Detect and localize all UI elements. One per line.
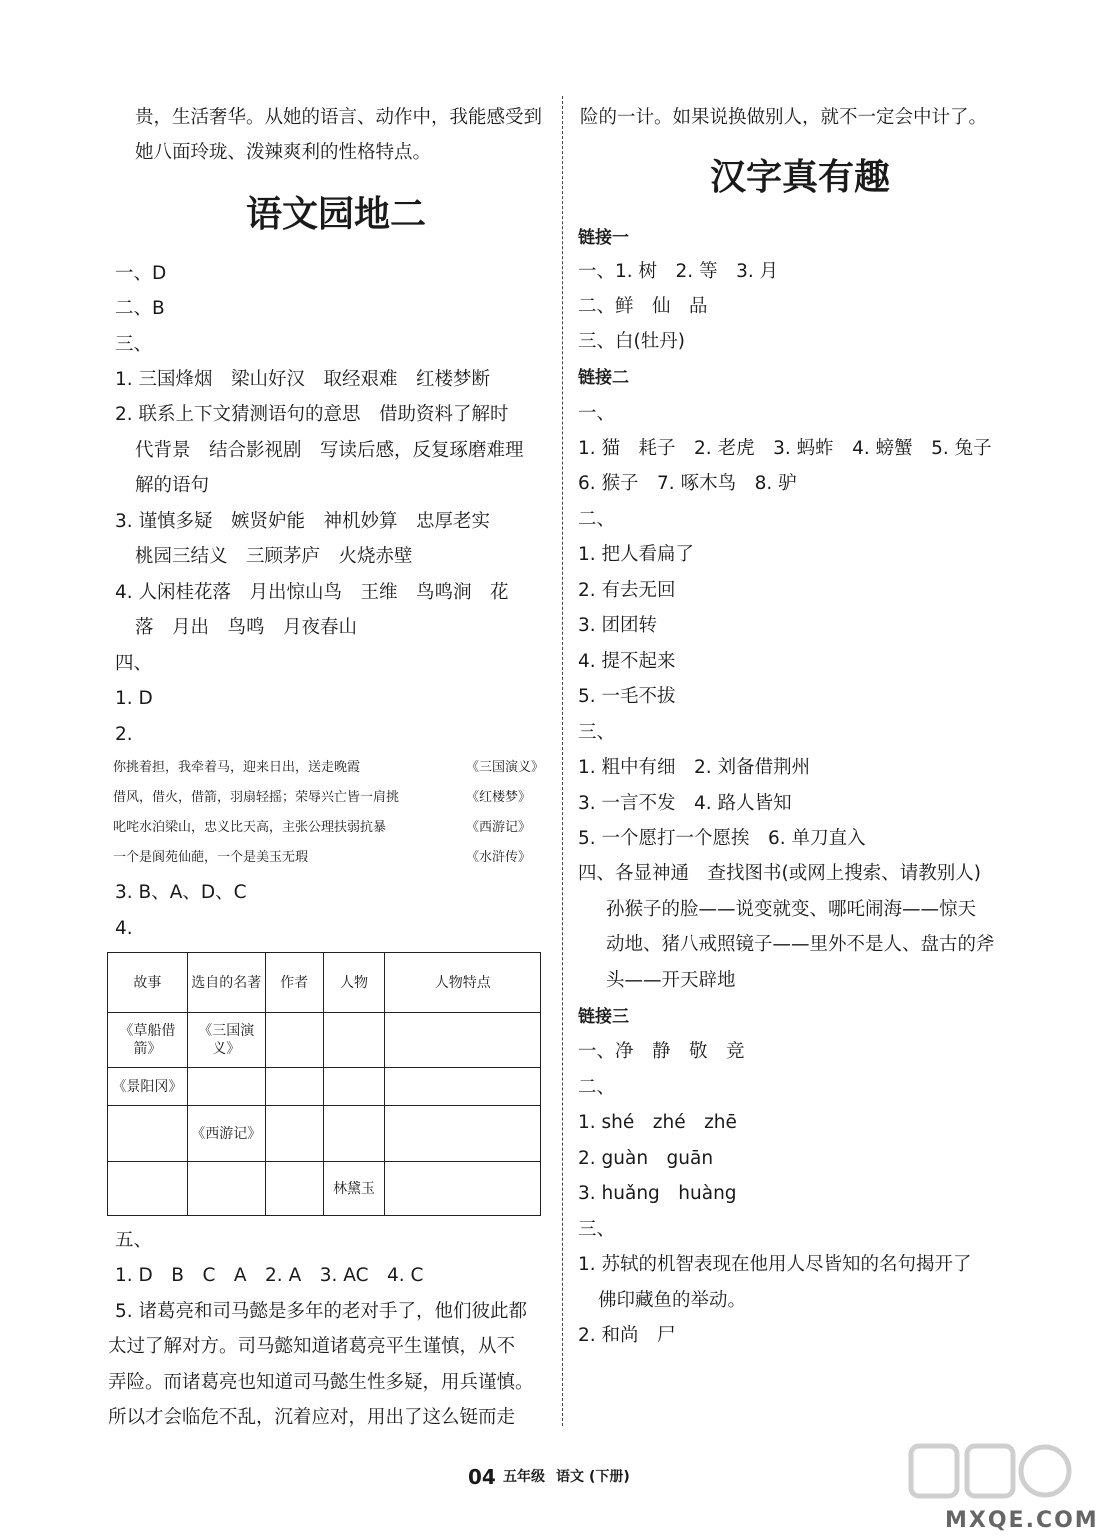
answer-line: 1. 苏轼的机智表现在他用人尽皆知的名句揭开了 bbox=[578, 1254, 972, 1275]
answer-line: 太过了解对方。司马懿知道诸葛亮平生谨慎，从不 bbox=[108, 1336, 516, 1357]
answer-line: 五、 bbox=[115, 1230, 153, 1251]
answer-line: 三、白(牡丹) bbox=[578, 331, 685, 352]
answer-line: 1. 三国烽烟 梁山好汉 取经艰难 红楼梦断 bbox=[115, 369, 491, 390]
match-left-item: 叱咤水泊梁山，忠义比天高，主张公理扶弱抗暴 bbox=[113, 820, 387, 835]
table-cell bbox=[385, 1106, 541, 1162]
answer-line: 5. 一个愿打一个愿挨 6. 单刀直入 bbox=[578, 828, 866, 849]
answer-line: 头——开天辟地 bbox=[606, 970, 736, 991]
answer-line: 3. 一言不发 4. 路人皆知 bbox=[578, 793, 792, 814]
answer-line: 2. 有去无回 bbox=[578, 580, 676, 601]
answer-line: 3. 谨慎多疑 嫉贤妒能 神机妙算 忠厚老实 bbox=[115, 511, 491, 532]
section-title-yuwen-yuandi: 语文园地二 bbox=[246, 193, 427, 235]
answer-line: 三、 bbox=[578, 722, 616, 743]
page-number: 04 bbox=[468, 1465, 496, 1489]
match-right-item: 《西游记》 bbox=[466, 820, 532, 835]
table-header: 故事 bbox=[108, 953, 188, 1013]
table-cell bbox=[385, 1162, 541, 1216]
table-cell bbox=[265, 1162, 323, 1216]
answer-line: 三、 bbox=[115, 334, 153, 355]
column-divider bbox=[562, 96, 563, 1426]
table-cell: 《三国演义》 bbox=[187, 1013, 265, 1068]
match-left-item: 借风，借火，借箭，羽扇轻摇；荣辱兴亡皆一肩挑 bbox=[113, 790, 400, 805]
answer-line: 四、各显神通 查找图书(或网上搜索、请教别人) bbox=[578, 863, 981, 884]
answer-line: 5. 诸葛亮和司马懿是多年的老对手了，他们彼此都 bbox=[115, 1301, 528, 1322]
answer-line: 3. 团团转 bbox=[578, 615, 658, 636]
answer-line: 4. bbox=[115, 918, 133, 939]
table-cell bbox=[323, 1068, 385, 1106]
characters-table bbox=[107, 952, 541, 1216]
match-right-item: 《水浒传》 bbox=[466, 850, 532, 865]
answer-line: 一、1. 树 2. 等 3. 月 bbox=[578, 261, 779, 282]
table-cell bbox=[323, 1013, 385, 1068]
table-row bbox=[108, 1013, 541, 1068]
table-header: 人物特点 bbox=[385, 953, 541, 1013]
table-cell: 《草船借箭》 bbox=[108, 1013, 188, 1068]
answer-line: 一、 bbox=[578, 403, 616, 424]
answer-line: 所以才会临危不乱，沉着应对，用出了这么铤而走 bbox=[108, 1407, 516, 1428]
table-cell bbox=[108, 1106, 188, 1162]
answer-line: 3. huǎng huàng bbox=[578, 1183, 737, 1204]
answer-line: 佛印藏鱼的举动。 bbox=[598, 1290, 747, 1311]
match-left-item: 一个是阆苑仙葩，一个是美玉无瑕 bbox=[113, 850, 309, 865]
answer-line: 3. B、A、D、C bbox=[115, 882, 247, 903]
table-header-row bbox=[108, 953, 541, 1013]
answer-line: 二、 bbox=[578, 509, 616, 530]
answer-line: 落 月出 鸟鸣 月夜春山 bbox=[135, 617, 358, 638]
answer-line: 桃园三结义 三顾茅庐 火烧赤壁 bbox=[135, 546, 413, 567]
table-cell bbox=[108, 1162, 188, 1216]
table-cell: 林黛玉 bbox=[323, 1162, 385, 1216]
table-row bbox=[108, 1068, 541, 1106]
answer-line: 二、B bbox=[115, 298, 165, 319]
watermark-text: MXQE.COM bbox=[945, 1508, 1099, 1533]
table-row bbox=[108, 1162, 541, 1216]
answer-line: 二、鲜 仙 品 bbox=[578, 296, 708, 317]
answer-line: 一、D bbox=[115, 263, 167, 284]
intro-line-1: 贵，生活奢华。从她的语言、动作中，我能感受到 bbox=[135, 107, 543, 128]
answer-line: 代背景 结合影视剧 写读后感，反复琢磨难理 bbox=[135, 440, 524, 461]
answer-line: 5. 一毛不拔 bbox=[578, 686, 676, 707]
link-heading: 链接三 bbox=[578, 1007, 629, 1027]
answer-line: 2. 联系上下文猜测语句的意思 借助资料了解时 bbox=[115, 404, 509, 425]
match-right-item: 《红楼梦》 bbox=[466, 790, 532, 805]
footer-subject: 语文 bbox=[556, 1469, 584, 1485]
answer-line: 1. 猫 耗子 2. 老虎 3. 蚂蚱 4. 螃蟹 5. 兔子 bbox=[578, 438, 992, 459]
answer-line: 2. 和尚 尸 bbox=[578, 1325, 676, 1346]
table-header: 选自的名著 bbox=[187, 953, 265, 1013]
section-title-hanzi: 汉字真有趣 bbox=[710, 156, 891, 198]
table-cell bbox=[187, 1162, 265, 1216]
link-heading: 链接一 bbox=[578, 228, 629, 248]
match-right-item: 《三国演义》 bbox=[466, 760, 545, 775]
answer-line: 2. guàn guān bbox=[578, 1148, 714, 1169]
answer-line: 1. D bbox=[115, 688, 153, 709]
table-cell bbox=[265, 1068, 323, 1106]
answer-line: 弄险。而诸葛亮也知道司马懿生性多疑，用兵谨慎。 bbox=[108, 1372, 534, 1393]
table-cell: 《西游记》 bbox=[187, 1106, 265, 1162]
table-cell bbox=[385, 1068, 541, 1106]
table-cell: 《景阳冈》 bbox=[108, 1068, 188, 1106]
footer-grade: 五年级 bbox=[503, 1469, 545, 1485]
answer-line: 二、 bbox=[578, 1077, 616, 1098]
match-left-item: 你挑着担，我牵着马，迎来日出，送走晚霞 bbox=[113, 760, 361, 775]
answer-line: 2. bbox=[115, 724, 133, 745]
answer-line: 动地、猪八戒照镜子——里外不是人、盘古的斧 bbox=[606, 934, 995, 955]
answer-line: 1. 把人看扁了 bbox=[578, 544, 695, 565]
answer-line: 1. 粗中有细 2. 刘备借荆州 bbox=[578, 757, 811, 778]
answer-line: 四、 bbox=[115, 653, 153, 674]
table-header: 人物 bbox=[323, 953, 385, 1013]
answer-line: 三、 bbox=[578, 1219, 616, 1240]
answer-line: 一、净 静 敬 竞 bbox=[578, 1041, 745, 1062]
answer-line: 解的语句 bbox=[135, 475, 210, 496]
answer-line: 4. 人闲桂花落 月出惊山鸟 王维 鸟鸣涧 花 bbox=[115, 582, 509, 603]
table-header: 作者 bbox=[265, 953, 323, 1013]
table-cell bbox=[187, 1068, 265, 1106]
footer-volume: (下册) bbox=[589, 1469, 630, 1485]
answer-line: 1. shé zhé zhē bbox=[578, 1112, 737, 1133]
table-cell bbox=[385, 1013, 541, 1068]
table-cell bbox=[265, 1106, 323, 1162]
answer-line: 6. 猴子 7. 啄木鸟 8. 驴 bbox=[578, 473, 797, 494]
answer-line: 1. D B C A 2. A 3. AC 4. C bbox=[115, 1265, 424, 1286]
table-cell bbox=[323, 1106, 385, 1162]
answer-line: 4. 提不起来 bbox=[578, 651, 676, 672]
intro-line: 险的一计。如果说换做别人，就不一定会中计了。 bbox=[580, 107, 988, 128]
answer-line: 孙猴子的脸——说变就变、哪吒闹海——惊天 bbox=[606, 899, 977, 920]
intro-line-2: 她八面玲珑、泼辣爽利的性格特点。 bbox=[135, 142, 432, 163]
table-row bbox=[108, 1106, 541, 1162]
link-heading: 链接二 bbox=[578, 368, 629, 388]
table-cell bbox=[265, 1013, 323, 1068]
